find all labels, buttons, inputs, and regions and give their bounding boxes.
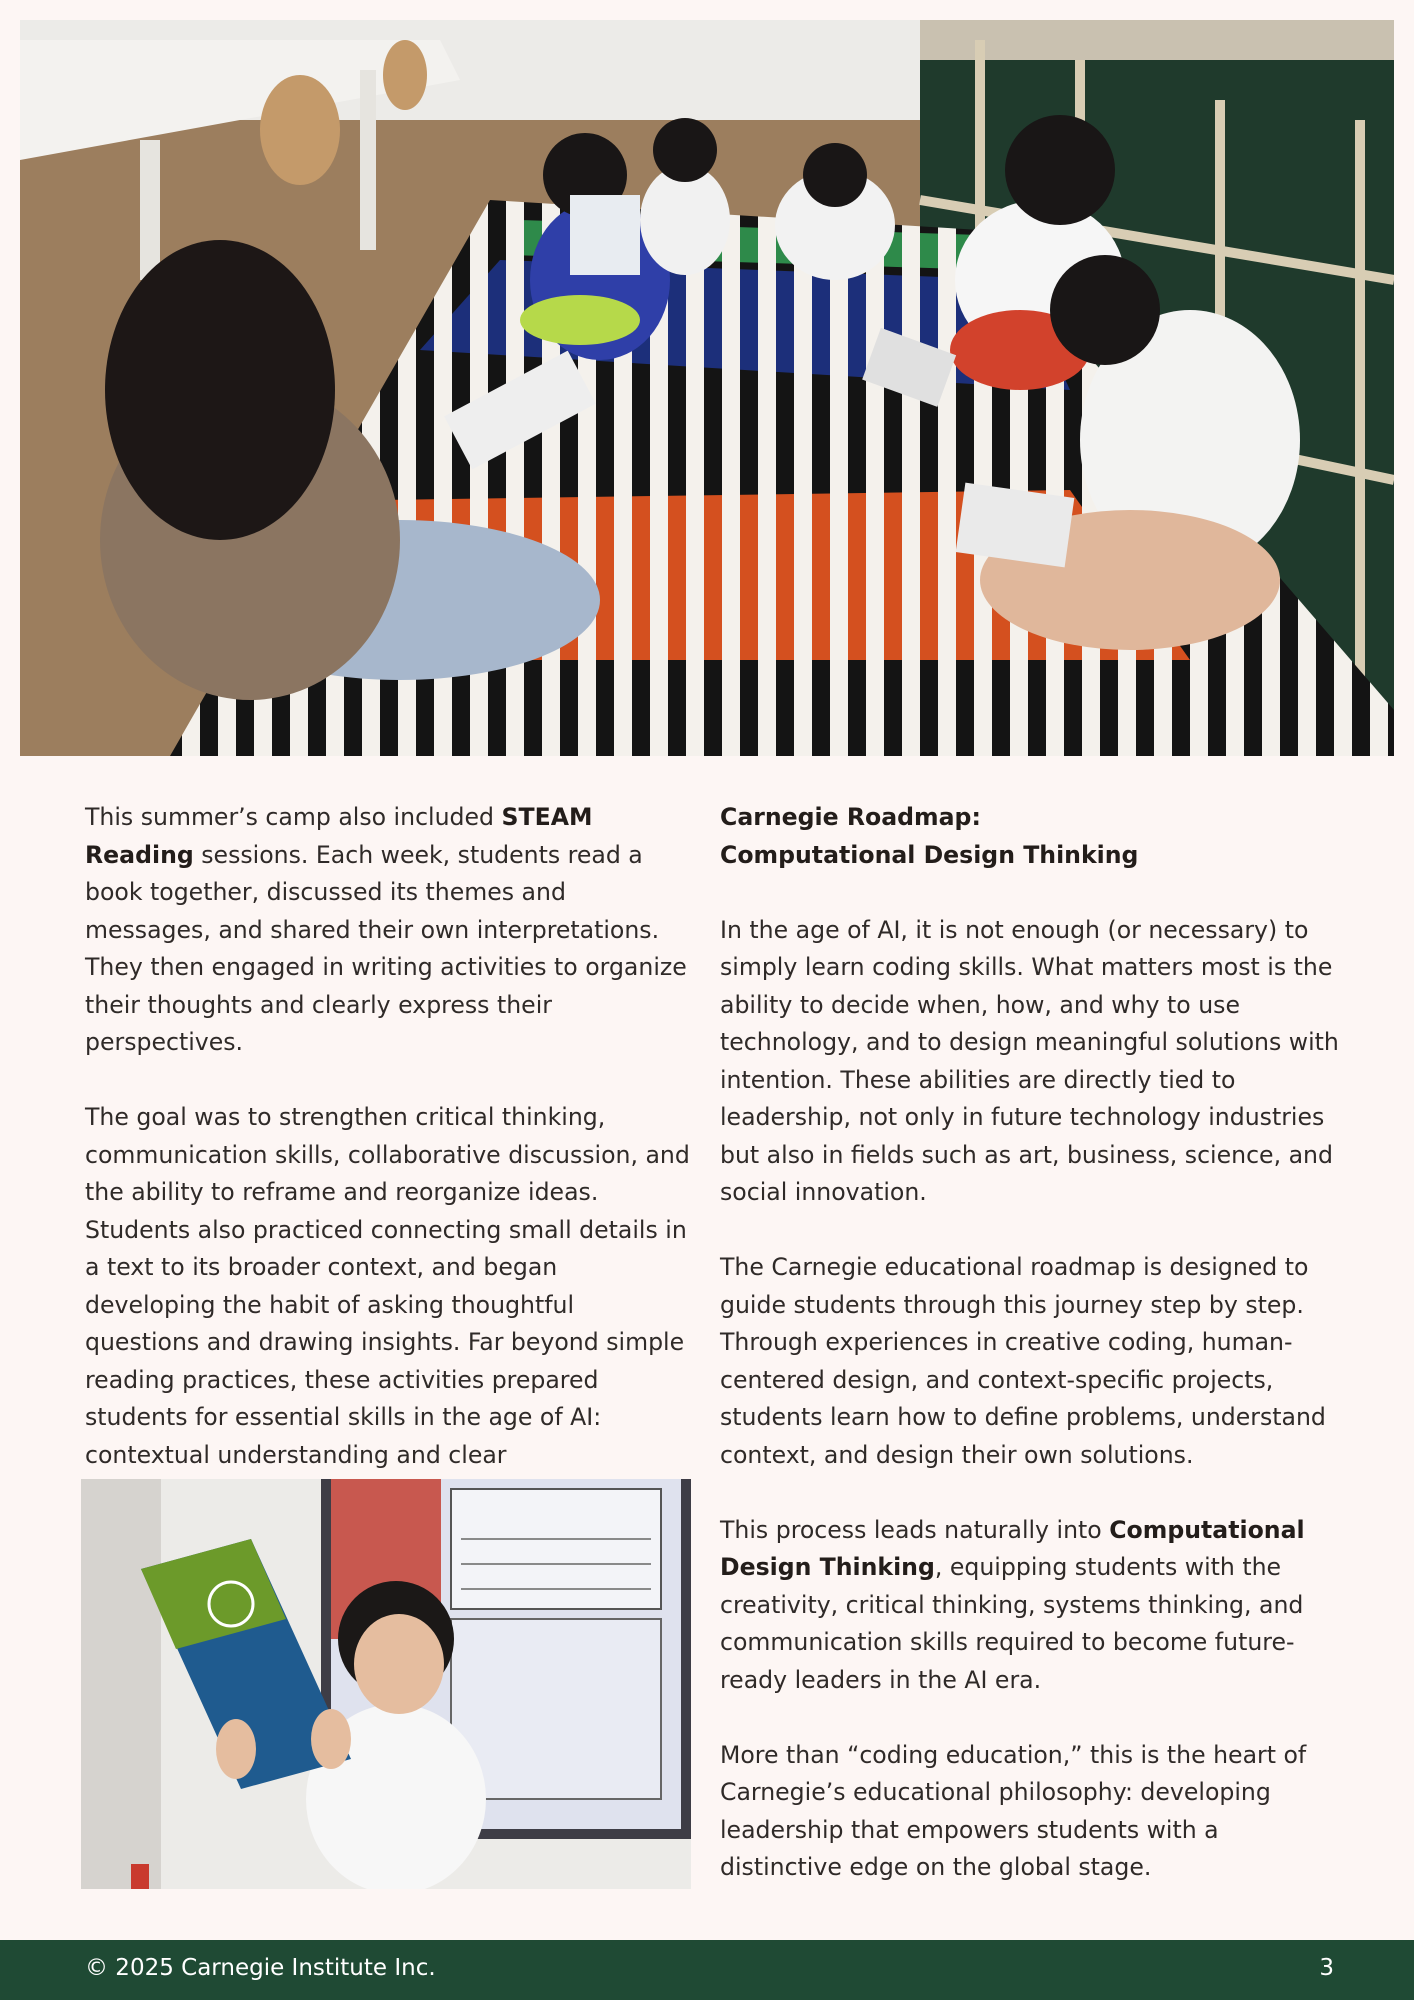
- right-column: [720, 799, 1340, 1924]
- roadmap-heading: [720, 799, 1340, 874]
- photo-icon: [81, 1479, 691, 1889]
- age-of-ai-paragraph: In the age of AI, it is not enough (or necessary) to simply learn coding skills. What matters most is the ability to decide when, how, and why to use technology, and to design meaningful solutions with intention. These abilities are directly tied to leadership, not only in future technology industries but also in fields such as art, business, science, and social innovation.: [720, 915, 1339, 1206]
- design-thinking-highlight: Computational Design Thinking: [720, 1515, 1305, 1581]
- photo-icon: [20, 20, 1394, 756]
- design-thinking-paragraph: This process leads naturally into Computational Design Thinking, equipping students with the creativity, critical thinking, systems thinking, and communication skills required to become future-ready leaders in the AI era.: [720, 1515, 1305, 1694]
- left-column: [85, 799, 695, 1549]
- hero-photo: [20, 20, 1394, 756]
- roadmap-heading-line2: Computational Design Thinking: [720, 840, 1139, 869]
- steam-reading-highlight: STEAM Reading: [85, 803, 593, 869]
- goal-paragraph: The goal was to strengthen critical thinking, communication skills, collaborative discussion, and the ability to reframe and reorganize ideas. Students also practiced connecting small details in a text to its broader context, and began developing the habit of asking thoughtful questions and drawing insights. Far beyond simple reading practices, these activities prepared students for essential skills in the age of AI: contextual understanding and clear: [85, 1103, 690, 1469]
- roadmap-heading-line1: Carnegie Roadmap:: [720, 803, 981, 831]
- page-footer: [0, 1940, 1414, 2000]
- roadmap-paragraph: The Carnegie educational roadmap is designed to guide students through this journey step by step. Through experiences in creative coding, human-centered design, and context-specific projects, students learn how to define problems, understand context, and design their own solutions.: [720, 1253, 1326, 1469]
- inset-photo: [81, 1479, 691, 1889]
- page-number: 3: [1319, 1955, 1334, 1981]
- philosophy-paragraph: More than “coding education,” this is the heart of Carnegie’s educational philosophy: developing leadership that empowers students with a distinctive edge on the global stage.: [720, 1740, 1307, 1881]
- steam-reading-paragraph: This summer’s camp also included STEAM Reading sessions. Each week, students read a book together, discussed its themes and messages, and shared their own interpretations. They then engaged in writing activities to organize their thoughts and clearly express their perspectives.: [85, 803, 687, 1056]
- copyright-text: © 2025 Carnegie Institute Inc.: [85, 1955, 436, 1981]
